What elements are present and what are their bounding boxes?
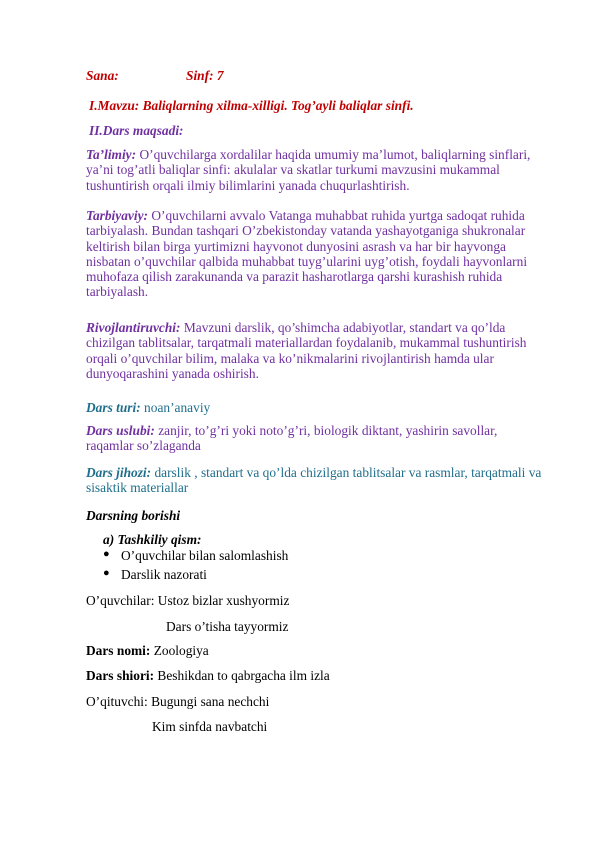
darsning-borishi-heading: Darsning borishi xyxy=(86,508,181,523)
oquvchilar-line xyxy=(86,593,548,608)
lesson-topic: I.Mavzu: Baliqlarning xilma-xilligi. Tog’ayli baliqlar sinfi. xyxy=(89,98,414,113)
dars-jihozi-paragraph xyxy=(86,465,548,496)
tarbiyaviy-paragraph xyxy=(86,208,548,300)
bullet-item: O’quvchilar bilan salomlashish xyxy=(121,548,289,563)
dars-jihozi-label: Dars jihozi: xyxy=(86,465,152,480)
oquvchilar-line2: Dars o’tisha tayyormiz xyxy=(166,619,289,634)
dars-uslubi-label: Dars uslubi: xyxy=(86,423,155,438)
oquvchilar-label: O’quvchilar: xyxy=(86,593,155,608)
dars-nomi-label: Dars nomi: xyxy=(86,643,151,658)
lesson-goals-heading: II.Dars maqsadi: xyxy=(89,123,184,138)
oqituvchi-line xyxy=(86,694,548,709)
rivojlantiruvchi-paragraph xyxy=(86,320,548,381)
dars-shiori-line xyxy=(86,668,548,683)
rivojlantiruvchi-label: Rivojlantiruvchi: xyxy=(86,320,181,335)
oqituvchi-line2: Kim sinfda navbatchi xyxy=(152,719,268,734)
dars-turi-label: Dars turi: xyxy=(86,400,141,415)
date-class-line xyxy=(86,68,548,83)
dars-shiori-text: Beshikdan to qabrgacha ilm izla xyxy=(154,668,330,683)
dars-turi-line xyxy=(86,400,548,415)
oqituvchi-line1: Bugungi sana nechchi xyxy=(147,694,270,709)
tarbiyaviy-label: Tarbiyaviy: xyxy=(86,208,148,223)
dars-nomi-text: Zoologiya xyxy=(150,643,209,658)
dars-turi-text: noan’anaviy xyxy=(140,400,211,415)
bullet-dot-icon: ● xyxy=(103,567,110,579)
bullet-item: Darslik nazorati xyxy=(121,567,207,582)
bullet-dot-icon: ● xyxy=(103,548,110,560)
tashkiliy-heading: a) Tashkiliy qism: xyxy=(103,532,202,547)
sinf-label: Sinf: 7 xyxy=(186,68,224,83)
oquvchilar-line1: Ustoz bizlar xushyormiz xyxy=(154,593,290,608)
sana-label: Sana: xyxy=(86,68,119,83)
talimiy-text: O’quvchilarga xordalilar haqida umumiy ma’lumot, baliqlarning sinflari, ya’ni tog’atli baliqlar sinfi: akulalar va skatlar turkumi mavzusini mukammal tushuntirish orqali ilmiy bilimlarini yanada chuqurlashtirish. xyxy=(86,147,531,193)
talimiy-paragraph xyxy=(86,147,548,193)
tarbiyaviy-text: O’quvchilarni avvalo Vatanga muhabbat ruhida yurtga sadoqat ruhida tarbiyalash. Bundan tashqari O’zbekistonday vatanda yashayotganiga shukronalar keltirish bilan birga yurtimizni hayvonot dunyosini asrash va har bir hayvonga nisbatan o’quvchilar qalbida muhabbat tuyg’ularini uyg’otish, foydali hayvonlarni muhofaza qilish zarakunanda va parazit hasharotlarga qarshi kurashish ruhida tarbiyalash. xyxy=(86,208,528,300)
dars-uslubi-paragraph xyxy=(86,423,548,454)
dars-jihozi-text: darslik , standart va qo’lda chizilgan tablitsalar va rasmlar, tarqatmali va sisaktik materiallar xyxy=(86,465,542,496)
dars-shiori-label: Dars shiori: xyxy=(86,668,155,683)
dars-uslubi-text: zanjir, to’g’ri yoki noto’g’ri, biologik diktant, yashirin savollar, raqamlar so’zlaganda xyxy=(86,423,498,454)
rivojlantiruvchi-text: Mavzuni darslik, qo’shimcha adabiyotlar, standart va qo’lda chizilgan tablitsalar, tarqatmali materiallardan foydalanib, mukammal tushuntirish orqali o’quvchilar bilim, malaka va ko’nikmalarini rivojlantirish hamda ular dunyoqarashini yanada oshirish. xyxy=(86,320,527,381)
talimiy-label: Ta’limiy: xyxy=(86,147,137,162)
oqituvchi-label: O’qituvchi: xyxy=(86,694,148,709)
dars-nomi-line xyxy=(86,643,548,658)
